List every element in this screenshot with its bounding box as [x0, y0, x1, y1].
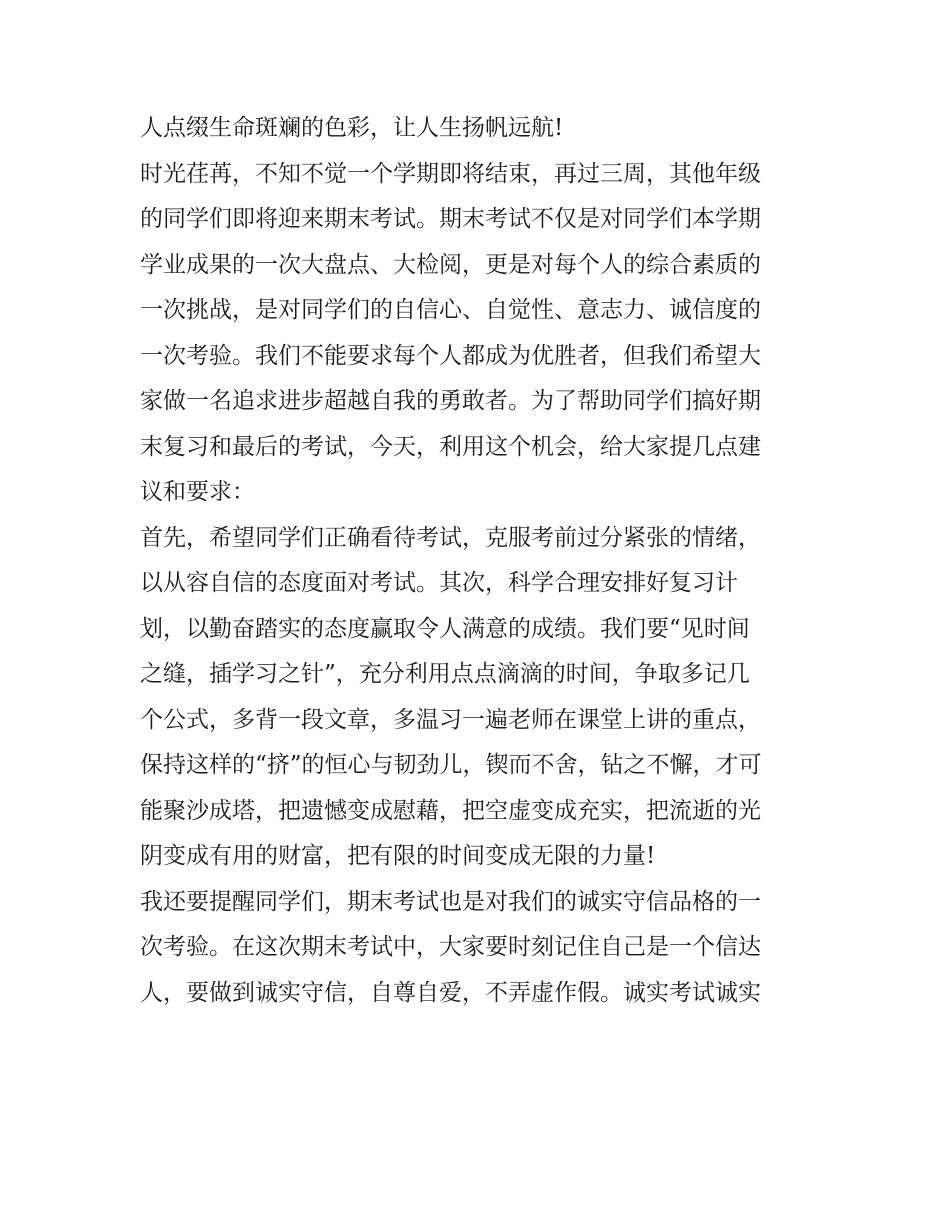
- text-line: 一次挑战，是对同学们的自信心、自觉性、意志力、诚信度的: [140, 297, 761, 323]
- text-line: 一次考验。我们不能要求每个人都成为优胜者，但我们希望大: [140, 342, 761, 369]
- text-line: 划，以勤奋踏实的态度赢取令人满意的成绩。我们要“见时间: [140, 615, 750, 642]
- text-line: 保持这样的“挤”的恒心与韧劲儿，锲而不舍，钻之不懈，才可: [140, 752, 762, 778]
- text-line: 以从容自信的态度面对考试。其次，科学合理安排好复习计: [140, 570, 738, 596]
- text-line: 的同学们即将迎来期末考试。期末考试不仅是对同学们本学期: [140, 206, 761, 232]
- text-line: 之缝，插学习之针”，充分利用点点滴滴的时间，争取多记几: [140, 661, 750, 687]
- text-line: 人，要做到诚实守信，自尊自爱，不弄虚作假。诚实考试诚实: [140, 979, 761, 1006]
- text-line: 阴变成有用的财富，把有限的时间变成无限的力量!: [140, 843, 656, 869]
- text-line: 议和要求：: [140, 479, 255, 505]
- text-line: 首先，希望同学们正确看待考试，克服考前过分紧张的情绪，: [140, 524, 761, 551]
- text-line: 时光荏苒，不知不觉一个学期即将结束，再过三周，其他年级: [140, 160, 761, 187]
- text-line: 人点缀生命斑斓的色彩，让人生扬帆远航!: [140, 115, 564, 141]
- text-line: 我还要提醒同学们，期末考试也是对我们的诚实守信品格的一: [140, 888, 761, 915]
- text-line: 次考验。在这次期末考试中，大家要时刻记住自己是一个信达: [140, 934, 761, 960]
- text-line: 能聚沙成塔，把遗憾变成慰藉，把空虚变成充实，把流逝的光: [140, 797, 761, 824]
- text-line: 学业成果的一次大盘点、大检阅，更是对每个人的综合素质的: [140, 251, 761, 278]
- text-line: 家做一名追求进步超越自我的勇敢者。为了帮助同学们搞好期: [140, 388, 761, 414]
- body-text: [140, 106, 820, 1016]
- text-line: 末复习和最后的考试，今天，利用这个机会，给大家提几点建: [140, 433, 761, 460]
- text-line: 个公式，多背一段文章，多温习一遍老师在课堂上讲的重点，: [140, 706, 761, 733]
